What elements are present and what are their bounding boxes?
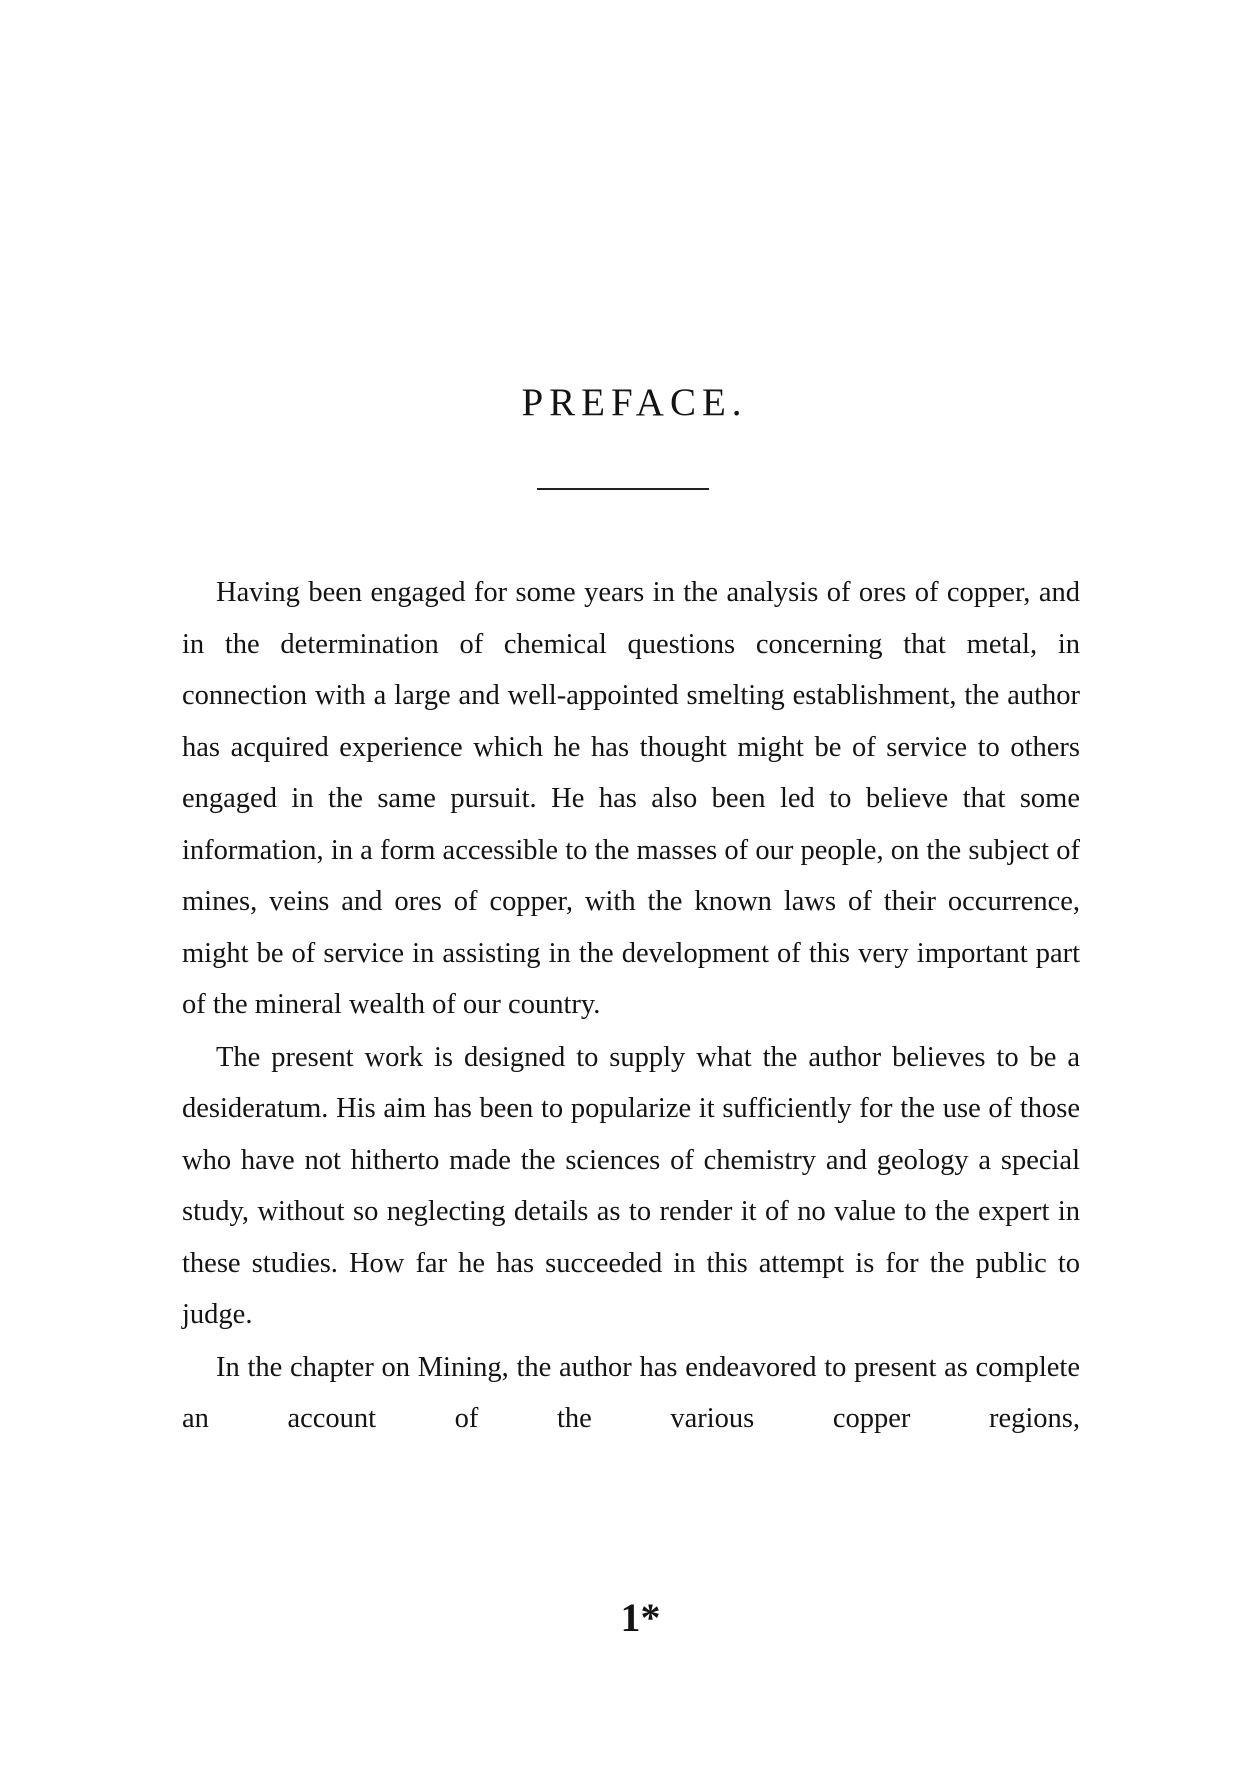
preface-body (182, 567, 1080, 1446)
page-title: PREFACE. (521, 381, 748, 424)
title-divider (537, 488, 709, 490)
paragraph-2: The present work is designed to supply what the author believes to be a desideratum. His aim has been to popularize it sufficiently for the use of those who have not hitherto made the sciences of chemistry and geology a special study, without so neglecting details as to render it of no value to the expert in these studies. How far he has succeeded in this attempt is for the public to judge. (182, 1041, 1080, 1330)
paragraph-1: Having been engaged for some years in the analysis of ores of copper, and in the determination of chemical questions concerning that metal, in connection with a large and well-appointed smelting establishment, the author has acquired experience which he has thought might be of service to others engaged in the same pursuit. He has also been led to believe that some information, in a form accessible to the masses of our people, on the subject of mines, veins and ores of copper, with the known laws of their occurrence, might be of service in assisting in the development of this very important part of the mineral wealth of our country. (182, 577, 1080, 1020)
paragraph-3: In the chapter on Mining, the author has endeavored to present as complete an account of the various copper regions, (182, 1351, 1080, 1434)
page-number: 1* (620, 1595, 661, 1640)
